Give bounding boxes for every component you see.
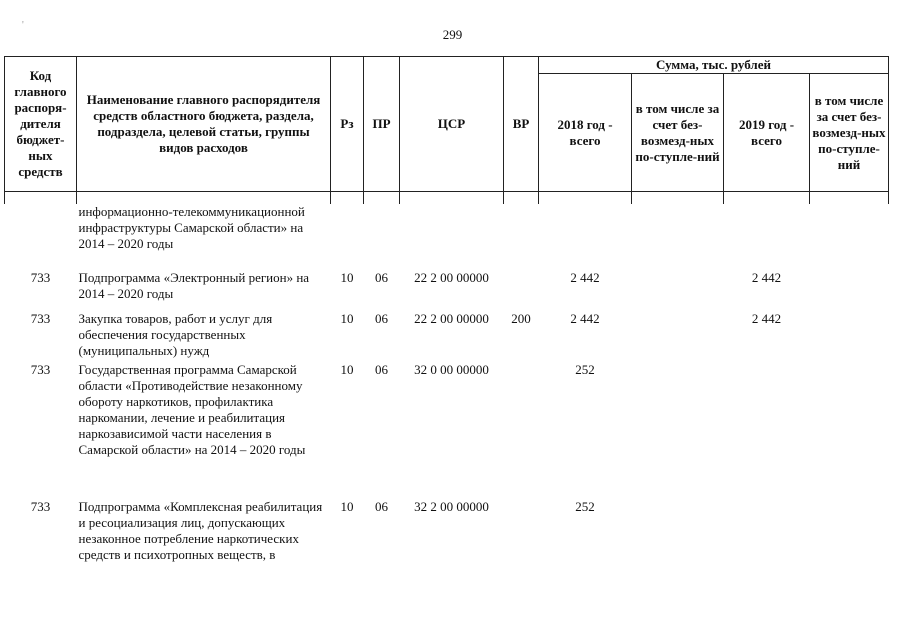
cell-name: Подпрограмма «Электронный регион» на 2014 – 2020 годы	[78, 270, 310, 301]
table-body	[5, 192, 889, 590]
header-vr: ВР	[504, 57, 539, 192]
cell-code: 733	[30, 270, 51, 285]
header-rz: Рз	[331, 57, 364, 192]
cell-2018-free	[632, 362, 724, 499]
cell-vr	[504, 270, 539, 311]
table-row	[5, 362, 889, 499]
cell-csr	[400, 204, 504, 270]
table-row	[5, 204, 889, 270]
cell-2018-free	[632, 311, 724, 362]
table-row	[5, 499, 889, 589]
cell-2018-total	[539, 204, 632, 270]
header-sum-group: Сумма, тыс. рублей	[539, 57, 889, 74]
header-2018-total: 2018 год - всего	[539, 74, 632, 192]
cell-2019-total: 2 442	[751, 270, 782, 285]
cell-name: информационно-телекоммуникационной инфраструктуры Самарской области» на 2014 – 2020 годы	[78, 204, 305, 251]
cell-pr: 06	[375, 362, 388, 377]
cell-2019-total	[724, 204, 810, 270]
budget-table	[4, 56, 889, 589]
cell-2018-total: 252	[575, 362, 595, 377]
cell-pr	[364, 204, 400, 270]
cell-2018-free	[632, 270, 724, 311]
cell-vr: 200	[511, 311, 531, 326]
cell-2019-total: 2 442	[751, 311, 782, 326]
cell-code: 733	[30, 362, 51, 377]
table-row	[5, 270, 889, 311]
cell-2019-total	[724, 362, 810, 499]
header-name: Наименование главного распорядителя средств областного бюджета, раздела, подраздела, целевой статьи, группы видов расходов	[77, 57, 331, 192]
header-code: Код главного распоря-дителя бюджет-ных средств	[5, 57, 77, 192]
cell-pr: 06	[375, 499, 388, 514]
header-2019-free: в том числе за счет без-возмезд-ных по-ступле-ний	[810, 74, 889, 192]
cell-rz	[331, 204, 364, 270]
cell-name: Подпрограмма «Комплексная реабилитация и ресоциализация лиц, допускающих незаконное потребление наркотических средств и психотропных веществ, в	[78, 499, 323, 562]
header-csr: ЦСР	[400, 57, 504, 192]
cell-pr: 06	[375, 270, 388, 285]
cell-csr: 22 2 00 00000	[414, 270, 489, 285]
page-number: 299	[442, 27, 463, 42]
margin-tick-mark: '	[22, 20, 24, 31]
cell-2019-free	[810, 362, 889, 499]
cell-rz: 10	[340, 362, 354, 377]
cell-vr	[504, 204, 539, 270]
cell-2018-total: 2 442	[570, 270, 600, 285]
cell-2019-free	[810, 311, 889, 362]
cell-csr: 32 0 00 00000	[414, 362, 489, 377]
cell-csr: 32 2 00 00000	[414, 499, 489, 514]
cell-rz: 10	[340, 311, 354, 326]
cell-rz: 10	[340, 270, 354, 285]
header-pr: ПР	[364, 57, 400, 192]
cell-2018-free	[632, 499, 724, 589]
header-2019-total: 2019 год - всего	[724, 74, 810, 192]
cell-2019-free	[810, 204, 889, 270]
cell-vr	[504, 499, 539, 589]
cell-2019-total	[724, 499, 810, 589]
cell-name: Закупка товаров, работ и услуг для обеспечения государственных (муниципальных) нужд	[78, 311, 273, 358]
cell-csr: 22 2 00 00000	[414, 311, 489, 326]
table-row	[5, 311, 889, 362]
cell-2019-free	[810, 270, 889, 311]
header-2018-free: в том числе за счет без-возмезд-ных по-ступле-ний	[632, 74, 724, 192]
cell-code: 733	[30, 311, 51, 326]
cell-2018-total: 252	[575, 499, 595, 514]
cell-rz: 10	[340, 499, 354, 514]
cell-code: 733	[30, 499, 51, 514]
cell-name: Государственная программа Самарской области «Противодействие незаконному обороту наркотиков, профилактика наркомании, лечение и реабилитация наркозависимой части населения в Самарской области» на 2014 – 2020 годы	[78, 362, 306, 457]
cell-pr: 06	[375, 311, 388, 326]
cell-2018-free	[632, 204, 724, 270]
cell-2019-free	[810, 499, 889, 589]
cell-vr	[504, 362, 539, 499]
cell-2018-total: 2 442	[570, 311, 600, 326]
cell-code	[5, 204, 77, 270]
